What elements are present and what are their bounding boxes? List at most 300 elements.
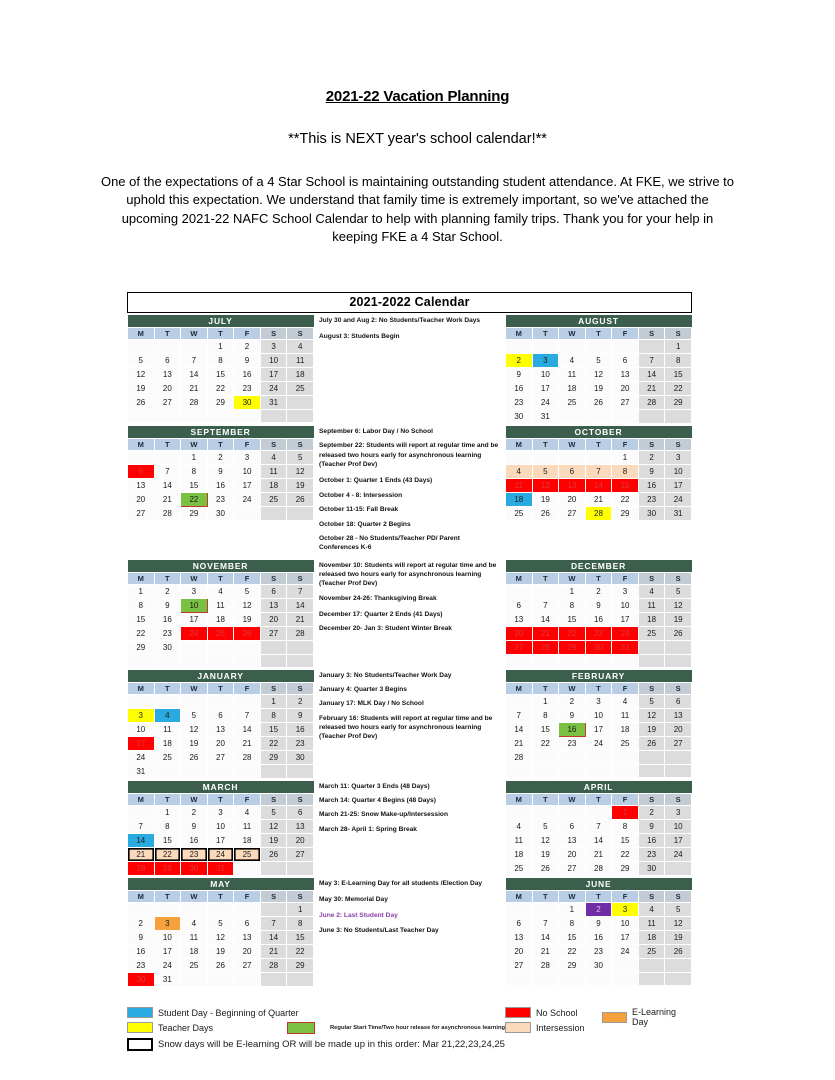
- calendar-note: August 3: Students Begin: [319, 333, 400, 341]
- calendar-day-cell: 30: [585, 640, 612, 654]
- weekday-label: W: [181, 572, 208, 584]
- calendar-day-cell: 11: [260, 465, 287, 479]
- calendar-day-cell: 6: [287, 805, 314, 819]
- month-block-december: [505, 560, 692, 668]
- calendar-day-cell: 26: [260, 847, 287, 861]
- calendar-day-cell: 25: [154, 750, 181, 764]
- calendar-cell-empty: [234, 972, 261, 986]
- weekday-label: F: [234, 328, 261, 340]
- week-row: [128, 598, 314, 612]
- calendar-day-cell: 12: [128, 368, 155, 382]
- calendar-note: June 3: No Students/Last Teacher Day: [319, 926, 439, 934]
- calendar-day-cell: 11: [638, 598, 665, 612]
- calendar-day-cell: 12: [665, 916, 692, 930]
- calendar-month-row: [127, 781, 692, 876]
- calendar-day-cell: 16: [559, 722, 586, 736]
- calendar-day-cell: 22: [559, 626, 586, 640]
- calendar-cell-empty: [154, 694, 181, 708]
- calendar-day-cell: 2: [234, 340, 261, 354]
- calendar-day-cell: 27: [612, 396, 639, 410]
- calendar-day-cell: 10: [181, 598, 208, 612]
- week-row: [506, 479, 692, 493]
- calendar-cell-empty: [559, 805, 586, 819]
- calendar-day-cell: 7: [585, 465, 612, 479]
- week-row: [506, 626, 692, 640]
- calendar-day-cell: 29: [154, 861, 181, 875]
- weekday-label: S: [638, 439, 665, 451]
- calendar-cell-empty: [585, 972, 612, 985]
- week-row: [506, 584, 692, 598]
- calendar-day-cell: 17: [665, 833, 692, 847]
- calendar-cell-empty: [181, 694, 208, 708]
- calendar-day-cell: 9: [559, 708, 586, 722]
- calendar-day-cell: 2: [638, 451, 665, 465]
- calendar-day-cell: 28: [287, 626, 314, 640]
- legend-item-snow-days: [127, 1038, 505, 1051]
- calendar-cell-empty: [532, 340, 559, 354]
- calendar-day-cell: 17: [665, 479, 692, 493]
- weekday-header-row: [506, 572, 692, 584]
- calendar-day-cell: 4: [234, 805, 261, 819]
- calendar-day-cell: 8: [207, 354, 234, 368]
- calendar-day-cell: 6: [154, 354, 181, 368]
- calendar-cell-empty: [585, 764, 612, 777]
- calendar-month-row: [127, 315, 692, 424]
- calendar-day-cell: 4: [181, 916, 208, 930]
- calendar-cell-empty: [181, 640, 208, 654]
- weekday-header-row: [128, 572, 314, 584]
- week-row: [128, 584, 314, 598]
- calendar-cell-empty: [559, 451, 586, 465]
- calendar-cell-empty: [287, 861, 314, 875]
- calendar-day-cell: 10: [612, 598, 639, 612]
- calendar-day-cell: 14: [260, 930, 287, 944]
- calendar-cell-empty: [585, 750, 612, 764]
- notes-column: [314, 670, 505, 779]
- calendar-day-cell: 16: [638, 479, 665, 493]
- calendar-day-cell: 10: [665, 465, 692, 479]
- weekday-label: M: [506, 572, 533, 584]
- calendar-day-cell: 12: [287, 465, 314, 479]
- weekday-label: S: [287, 890, 314, 902]
- calendar-cell-empty: [532, 902, 559, 916]
- calendar-day-cell: 23: [585, 944, 612, 958]
- calendar-day-cell: 29: [287, 958, 314, 972]
- calendar-day-cell: 20: [154, 382, 181, 396]
- calendar-cell-empty: [207, 640, 234, 654]
- calendar-day-cell: 24: [612, 626, 639, 640]
- week-row: [128, 764, 314, 778]
- calendar-cell-empty: [506, 805, 533, 819]
- calendar-day-cell: 14: [506, 722, 533, 736]
- calendar-day-cell: 5: [234, 584, 261, 598]
- week-row: [506, 612, 692, 626]
- weekday-label: M: [128, 682, 155, 694]
- calendar-day-cell: 19: [234, 612, 261, 626]
- calendar-day-cell: 17: [207, 833, 234, 847]
- calendar-day-cell: 22: [207, 382, 234, 396]
- page-title: 2021-22 Vacation Planning: [325, 88, 510, 105]
- calendar-day-cell: 13: [665, 708, 692, 722]
- month-table: [127, 560, 314, 668]
- calendar-day-cell: 24: [181, 626, 208, 640]
- calendar-cell-empty: [506, 654, 533, 667]
- calendar-cell-empty: [207, 764, 234, 778]
- legend-no-school-label: No School: [536, 1007, 578, 1018]
- calendar-day-cell: 25: [638, 626, 665, 640]
- calendar-day-cell: 16: [181, 833, 208, 847]
- calendar-day-cell: 12: [234, 598, 261, 612]
- weekday-label: T: [585, 572, 612, 584]
- calendar-cell-empty: [665, 958, 692, 972]
- calendar-day-cell: 4: [506, 465, 533, 479]
- week-row: [128, 354, 314, 368]
- weekday-label: W: [559, 572, 586, 584]
- calendar-cell-empty: [612, 340, 639, 354]
- calendar-day-cell: 7: [287, 584, 314, 598]
- calendar-day-cell: 31: [207, 861, 234, 875]
- weekday-label: T: [585, 890, 612, 902]
- calendar-day-cell: 8: [154, 819, 181, 833]
- week-row: [506, 916, 692, 930]
- month-name: FEBRUARY: [506, 670, 692, 683]
- weekday-label: F: [612, 890, 639, 902]
- week-row: [506, 640, 692, 654]
- letter-section: [0, 0, 835, 247]
- weekday-label: T: [207, 439, 234, 451]
- week-row: [506, 972, 692, 985]
- month-name: MAY: [128, 878, 314, 891]
- calendar-day-cell: 10: [665, 819, 692, 833]
- calendar-day-cell: 15: [260, 722, 287, 736]
- calendar-cell-empty: [532, 451, 559, 465]
- calendar-day-cell: 8: [559, 598, 586, 612]
- calendar-day-cell: 6: [234, 916, 261, 930]
- weekday-label: S: [287, 793, 314, 805]
- calendar-day-cell: 21: [585, 847, 612, 861]
- calendar-cell-empty: [559, 750, 586, 764]
- calendar-day-cell: 5: [665, 902, 692, 916]
- calendar-cell-empty: [506, 584, 533, 598]
- calendar-day-cell: 11: [559, 368, 586, 382]
- calendar-day-cell: 21: [585, 493, 612, 507]
- calendar-day-cell: 3: [181, 584, 208, 598]
- calendar-day-cell: 20: [128, 493, 155, 507]
- weekday-label: F: [234, 793, 261, 805]
- calendar-day-cell: 7: [638, 354, 665, 368]
- calendar-cell-empty: [287, 654, 314, 667]
- calendar-cell-empty: [128, 902, 155, 916]
- calendar-cell-empty: [128, 805, 155, 819]
- week-row: [506, 958, 692, 972]
- calendar-day-cell: 9: [234, 354, 261, 368]
- weekday-label: W: [181, 890, 208, 902]
- week-row: [128, 819, 314, 833]
- calendar-day-cell: 19: [532, 847, 559, 861]
- calendar-day-cell: 15: [559, 930, 586, 944]
- calendar-day-cell: 23: [585, 626, 612, 640]
- week-row: [128, 694, 314, 708]
- calendar-day-cell: 12: [585, 368, 612, 382]
- calendar-day-cell: 24: [207, 847, 234, 861]
- calendar-day-cell: 28: [181, 396, 208, 410]
- weekday-label: T: [532, 572, 559, 584]
- month-block-october: [505, 426, 692, 521]
- weekday-label: T: [585, 439, 612, 451]
- calendar-day-cell: 27: [260, 626, 287, 640]
- calendar-day-cell: 3: [154, 916, 181, 930]
- notes-column: [314, 878, 505, 987]
- calendar-day-cell: 20: [665, 722, 692, 736]
- calendar-day-cell: 13: [207, 722, 234, 736]
- calendar-day-cell: 18: [154, 736, 181, 750]
- calendar-day-cell: 28: [532, 958, 559, 972]
- calendar-day-cell: 4: [612, 694, 639, 708]
- calendar-day-cell: 1: [260, 694, 287, 708]
- calendar-cell-empty: [532, 584, 559, 598]
- week-row: [128, 340, 314, 354]
- calendar-day-cell: 15: [128, 612, 155, 626]
- month-table: [505, 426, 692, 521]
- calendar-day-cell: 21: [532, 626, 559, 640]
- calendar-note: October 11-15: Fall Break: [319, 506, 399, 514]
- calendar-cell-empty: [234, 694, 261, 708]
- week-row: [506, 764, 692, 777]
- calendar-day-cell: 13: [287, 819, 314, 833]
- calendar-day-cell: 27: [154, 396, 181, 410]
- calendar-cell-empty: [638, 654, 665, 667]
- weekday-label: F: [234, 439, 261, 451]
- month-table: [127, 426, 314, 521]
- calendar-day-cell: 10: [234, 465, 261, 479]
- calendar-cell-empty: [532, 750, 559, 764]
- calendar-day-cell: 23: [638, 847, 665, 861]
- legend-item-intersession: [505, 1022, 585, 1033]
- calendar-day-cell: 12: [638, 708, 665, 722]
- calendar-day-cell: 3: [665, 451, 692, 465]
- calendar-day-cell: 5: [532, 819, 559, 833]
- weekday-label: M: [506, 890, 533, 902]
- calendar-day-cell: 6: [559, 465, 586, 479]
- calendar-cell-empty: [260, 972, 287, 986]
- calendar-day-cell: 24: [585, 736, 612, 750]
- calendar-day-cell: 13: [506, 612, 533, 626]
- calendar-day-cell: 22: [128, 626, 155, 640]
- week-row: [506, 708, 692, 722]
- notes-column: [314, 781, 505, 876]
- calendar-note: September 6: Labor Day / No School: [319, 428, 433, 435]
- calendar-day-cell: 3: [585, 694, 612, 708]
- calendar-day-cell: 30: [234, 396, 261, 410]
- calendar-day-cell: 30: [638, 861, 665, 875]
- week-row: [506, 722, 692, 736]
- calendar-day-cell: 13: [154, 368, 181, 382]
- calendar-day-cell: 7: [234, 708, 261, 722]
- calendar-cell-empty: [287, 507, 314, 521]
- calendar-day-cell: 1: [128, 584, 155, 598]
- calendar-day-cell: 12: [260, 819, 287, 833]
- weekday-label: T: [207, 328, 234, 340]
- week-row: [506, 902, 692, 916]
- calendar-cell-empty: [665, 640, 692, 654]
- calendar-day-cell: 4: [154, 708, 181, 722]
- calendar-day-cell: 9: [207, 465, 234, 479]
- week-row: [128, 805, 314, 819]
- calendar-day-cell: 6: [506, 598, 533, 612]
- calendar-cell-empty: [506, 972, 533, 985]
- calendar-cell-empty: [559, 654, 586, 667]
- calendar-cell-empty: [585, 451, 612, 465]
- calendar-cell-empty: [181, 764, 208, 778]
- weekday-label: S: [260, 328, 287, 340]
- calendar-day-cell: 2: [128, 916, 155, 930]
- calendar-day-cell: 16: [234, 368, 261, 382]
- calendar-cell-empty: [532, 805, 559, 819]
- week-row: [128, 958, 314, 972]
- calendar-day-cell: 11: [638, 916, 665, 930]
- calendar-cell-empty: [612, 764, 639, 777]
- calendar-day-cell: 9: [585, 598, 612, 612]
- calendar-cell-empty: [506, 902, 533, 916]
- calendar-month-row: [127, 670, 692, 779]
- calendar-day-cell: 2: [287, 694, 314, 708]
- calendar-day-cell: 30: [207, 507, 234, 521]
- calendar-day-cell: 12: [532, 479, 559, 493]
- calendar-day-cell: 14: [234, 722, 261, 736]
- weekday-label: S: [665, 793, 692, 805]
- calendar-day-cell: 23: [287, 736, 314, 750]
- calendar-day-cell: 7: [260, 916, 287, 930]
- week-row: [128, 916, 314, 930]
- calendar-day-cell: 6: [260, 584, 287, 598]
- calendar-day-cell: 17: [234, 479, 261, 493]
- week-row: [506, 819, 692, 833]
- calendar-day-cell: 17: [612, 930, 639, 944]
- calendar-day-cell: 8: [128, 598, 155, 612]
- calendar-day-cell: 4: [287, 340, 314, 354]
- calendar-note: December 17: Quarter 2 Ends (41 Days): [319, 611, 443, 619]
- calendar-day-cell: 15: [154, 833, 181, 847]
- calendar-day-cell: 19: [638, 722, 665, 736]
- week-row: [128, 493, 314, 507]
- weekday-label: M: [506, 682, 533, 694]
- month-name: NOVEMBER: [128, 560, 314, 573]
- calendar-day-cell: 18: [260, 479, 287, 493]
- weekday-header-row: [128, 328, 314, 340]
- asynchronous-swatch-icon: [287, 1022, 315, 1034]
- weekday-label: W: [559, 439, 586, 451]
- calendar-cell-empty: [207, 410, 234, 423]
- calendar-cell-empty: [585, 340, 612, 354]
- legend-item-asynchronous: [287, 1022, 505, 1034]
- calendar-day-cell: 26: [128, 396, 155, 410]
- week-row: [128, 382, 314, 396]
- calendar-day-cell: 14: [154, 479, 181, 493]
- student-day-swatch-icon: [127, 1007, 153, 1018]
- calendar-day-cell: 1: [287, 902, 314, 916]
- calendar-day-cell: 1: [665, 340, 692, 354]
- weekday-label: M: [128, 328, 155, 340]
- weekday-label: F: [234, 682, 261, 694]
- weekday-label: M: [128, 890, 155, 902]
- calendar-day-cell: 14: [532, 930, 559, 944]
- calendar-cell-empty: [260, 764, 287, 778]
- month-block-may: [127, 878, 314, 987]
- legend-student-day-label: Student Day - Beginning of Quarter: [158, 1007, 299, 1018]
- weekday-label: M: [506, 439, 533, 451]
- notes-column: [314, 560, 505, 668]
- calendar-cell-empty: [638, 410, 665, 424]
- calendar-day-cell: 25: [181, 958, 208, 972]
- weekday-label: T: [207, 572, 234, 584]
- calendar-day-cell: 16: [585, 612, 612, 626]
- weekday-label: M: [128, 439, 155, 451]
- calendar-cell-empty: [532, 972, 559, 985]
- calendar-day-cell: 16: [585, 930, 612, 944]
- legend-elearning-label: E-Learning Day: [632, 1007, 677, 1027]
- week-row: [506, 410, 692, 424]
- weekday-label: W: [559, 682, 586, 694]
- calendar-note: January 3: No Students/Teacher Work Day: [319, 671, 452, 679]
- week-row: [128, 750, 314, 764]
- calendar-day-cell: 25: [506, 507, 533, 521]
- calendar-day-cell: 3: [532, 354, 559, 368]
- week-row: [128, 833, 314, 847]
- calendar-day-cell: 12: [665, 598, 692, 612]
- calendar-day-cell: 26: [638, 736, 665, 750]
- calendar-day-cell: 21: [128, 847, 155, 861]
- calendar-day-cell: 11: [181, 930, 208, 944]
- weekday-label: T: [585, 682, 612, 694]
- calendar-day-cell: 2: [181, 805, 208, 819]
- week-row: [128, 930, 314, 944]
- calendar-cell-empty: [665, 654, 692, 667]
- week-row: [128, 736, 314, 750]
- calendar-cell-empty: [207, 902, 234, 916]
- weekday-label: T: [207, 793, 234, 805]
- calendar-day-cell: 21: [154, 493, 181, 507]
- calendar-rows: [127, 315, 692, 987]
- weekday-label: T: [532, 793, 559, 805]
- calendar-cell-empty: [234, 764, 261, 778]
- notes-column: [314, 426, 505, 558]
- week-row: [128, 612, 314, 626]
- calendar-note: January 17: MLK Day / No School: [319, 700, 424, 708]
- calendar-day-cell: 28: [532, 640, 559, 654]
- calendar-day-cell: 8: [287, 916, 314, 930]
- weekday-label: T: [154, 682, 181, 694]
- calendar-day-cell: 10: [207, 819, 234, 833]
- calendar-day-cell: 23: [207, 493, 234, 507]
- calendar-day-cell: 29: [128, 640, 155, 654]
- calendar-cell-empty: [234, 507, 261, 521]
- calendar-day-cell: 9: [585, 916, 612, 930]
- calendar-cell-empty: [260, 507, 287, 521]
- calendar-day-cell: 5: [665, 584, 692, 598]
- calendar-day-cell: 10: [154, 930, 181, 944]
- calendar-cell-empty: [128, 451, 155, 465]
- calendar-month-row: [127, 426, 692, 558]
- weekday-label: T: [532, 682, 559, 694]
- calendar-day-cell: 18: [638, 612, 665, 626]
- calendar-day-cell: 31: [154, 972, 181, 986]
- calendar-cell-empty: [612, 410, 639, 424]
- calendar-day-cell: 12: [207, 930, 234, 944]
- week-row: [128, 626, 314, 640]
- legend-snow-days-label: Snow days will be E-learning OR will be made up in this order: Mar 21,22,23,24,25: [158, 1039, 505, 1050]
- calendar-day-cell: 29: [207, 396, 234, 410]
- calendar-month-row: [127, 560, 692, 668]
